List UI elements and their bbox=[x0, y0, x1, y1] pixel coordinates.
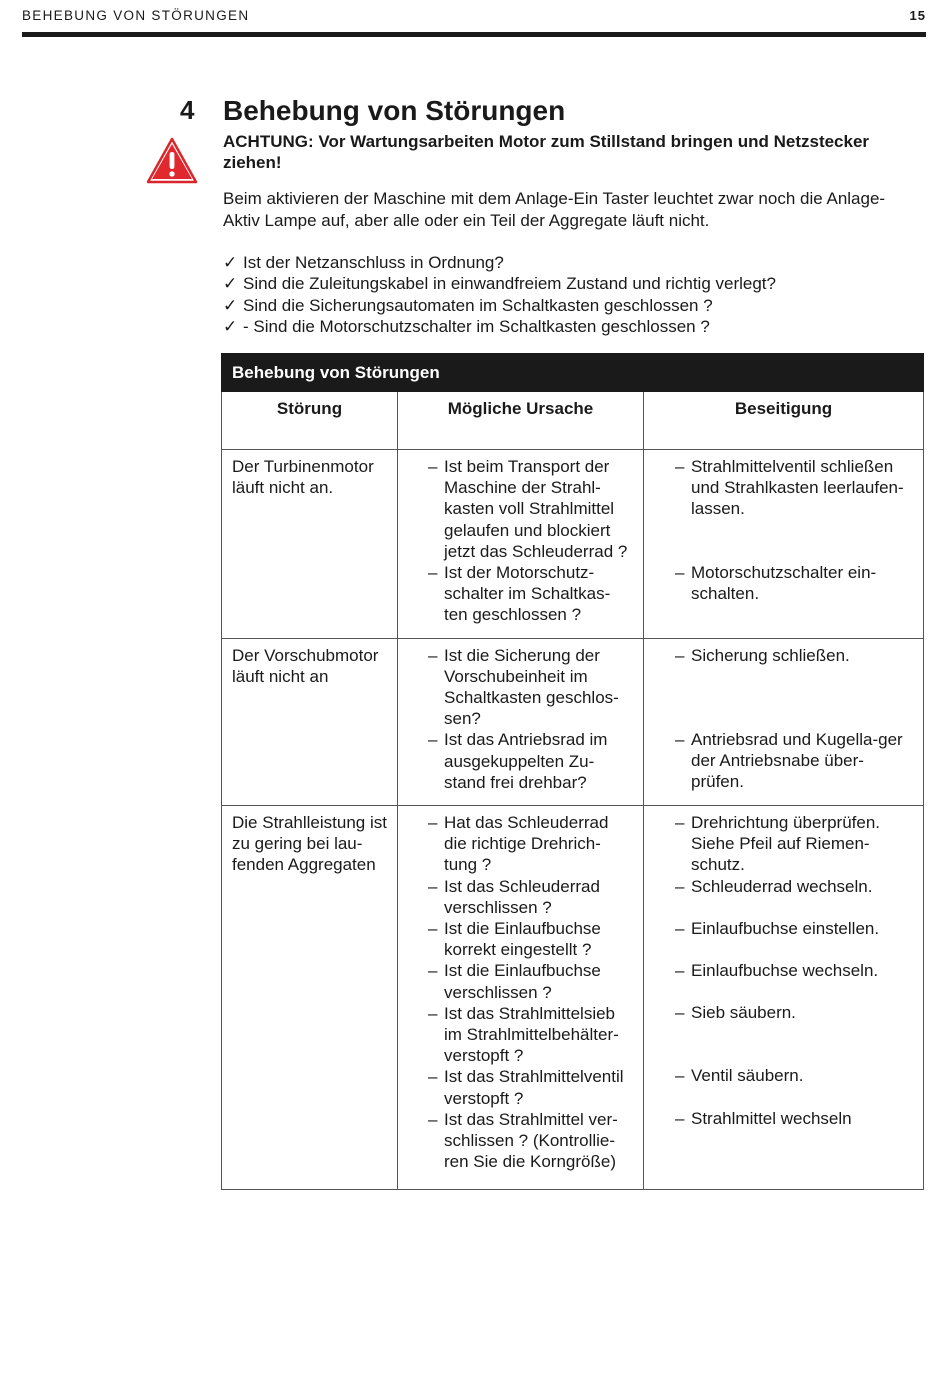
checklist bbox=[223, 252, 913, 337]
remedy-cell bbox=[644, 450, 924, 639]
cause-item: – Ist das Schleuderrad verschlissen ? bbox=[428, 876, 600, 917]
cause-item: – Ist das Strahlmittelsieb im Strahlmittelbehälter-verstopft ? bbox=[428, 1003, 619, 1066]
cause-item: – Ist der Motorschutz-schalter im Schaltkas-ten geschlossen ? bbox=[428, 563, 611, 625]
checklist-item: ✓ Sind die Zuleitungskabel in einwandfreiem Zustand und richtig verlegt? bbox=[223, 274, 776, 294]
cause-item: – Hat das Schleuderrad die richtige Drehrich-tung ? bbox=[428, 813, 609, 875]
checklist-item: ✓ Ist der Netzanschluss in Ordnung? bbox=[223, 253, 504, 272]
remedy-item: – Einlaufbuchse wechseln. bbox=[675, 961, 879, 981]
remedy-item: – Antriebsrad und Kugella-ger der Antriebsnabe über-prüfen. bbox=[675, 729, 903, 792]
check-icon: ✓ bbox=[223, 316, 238, 336]
cause-item: – Ist das Strahlmittelventil verstopft ? bbox=[428, 1067, 624, 1108]
remedy-item: – Sieb säubern. bbox=[675, 1003, 796, 1023]
cause-cell bbox=[398, 450, 644, 639]
check-icon: ✓ bbox=[223, 253, 238, 272]
section-content bbox=[223, 95, 913, 337]
section-title: Behebung von Störungen bbox=[223, 95, 566, 126]
remedy-cell bbox=[644, 638, 924, 805]
checklist-item: ✓ Sind die Sicherungsautomaten im Schaltkasten geschlossen ? bbox=[223, 295, 713, 315]
column-header-cause: Mögliche Ursache bbox=[398, 392, 644, 450]
remedy-item: – Schleuderrad wechseln. bbox=[675, 876, 873, 896]
table-row bbox=[222, 450, 924, 639]
cause-cell bbox=[398, 638, 644, 805]
remedy-item: – Strahlmittel wechseln bbox=[675, 1108, 852, 1128]
remedy-item: – Motorschutzschalter ein-schalten. bbox=[675, 562, 877, 603]
table-row bbox=[222, 638, 924, 805]
cause-item: – Ist die Einlaufbuchse korrekt eingestellt ? bbox=[428, 919, 601, 960]
remedy-item: – Einlaufbuchse einstellen. bbox=[675, 918, 880, 938]
check-icon: ✓ bbox=[223, 295, 238, 315]
cause-item: – Ist die Sicherung der Vorschubeinheit im Schaltkasten geschlos-sen? bbox=[428, 645, 619, 729]
section-number: 4 bbox=[180, 95, 195, 125]
cause-item: – Ist das Strahlmittel ver-schlissen ? (Kontrollie-ren Sie die Korngröße) bbox=[428, 1109, 618, 1172]
intro-paragraph: Beim aktivieren der Maschine mit dem Anlage-Ein Taster leuchtet zwar noch die Anlage-Aktiv Lampe auf, aber alle oder ein Teil der Aggregate läuft nicht. bbox=[223, 189, 886, 230]
check-icon: ✓ bbox=[223, 274, 238, 294]
remedy-item: – Strahlmittelventil schließen und Strahlkasten leerlaufen-lassen. bbox=[675, 457, 904, 519]
warning-triangle-icon bbox=[146, 137, 198, 185]
table-caption: Behebung von Störungen bbox=[222, 354, 924, 392]
problem-cell: Die Strahlleistung ist zu gering bei lau-fenden Aggregaten bbox=[222, 806, 398, 1189]
remedy-item: – Sicherung schließen. bbox=[675, 645, 850, 665]
header-rule bbox=[22, 32, 926, 37]
remedy-cell bbox=[644, 806, 924, 1189]
column-header-remedy: Beseitigung bbox=[644, 392, 924, 450]
cause-item: – Ist beim Transport der Maschine der Strahl-kasten voll Strahlmittel gelaufen und blockiert jetzt das Schleuderrad ? bbox=[428, 457, 628, 561]
column-header-problem: Störung bbox=[222, 392, 398, 450]
cause-item: – Ist das Antriebsrad im ausgekuppelten Zu-stand frei drehbar? bbox=[428, 730, 608, 792]
table-row bbox=[222, 806, 924, 1189]
remedy-item: – Ventil säubern. bbox=[675, 1066, 804, 1086]
problem-cell: Der Turbinenmotor läuft nicht an. bbox=[222, 450, 398, 639]
troubleshooting-table bbox=[221, 353, 924, 1190]
checklist-item: ✓ - Sind die Motorschutzschalter im Schaltkasten geschlossen ? bbox=[223, 316, 710, 336]
running-title: BEHEBUNG VON STÖRUNGEN bbox=[22, 8, 250, 23]
remedy-item: – Drehrichtung überprüfen. Siehe Pfeil auf Riemen-schutz. bbox=[675, 813, 881, 875]
cause-cell bbox=[398, 806, 644, 1189]
problem-cell: Der Vorschubmotor läuft nicht an bbox=[222, 638, 398, 805]
cause-item: – Ist die Einlaufbuchse verschlissen ? bbox=[428, 961, 601, 1002]
warning-text: ACHTUNG: Vor Wartungsarbeiten Motor zum Stillstand bringen und Netzstecker ziehen! bbox=[223, 132, 870, 172]
page-number: 15 bbox=[909, 8, 926, 23]
